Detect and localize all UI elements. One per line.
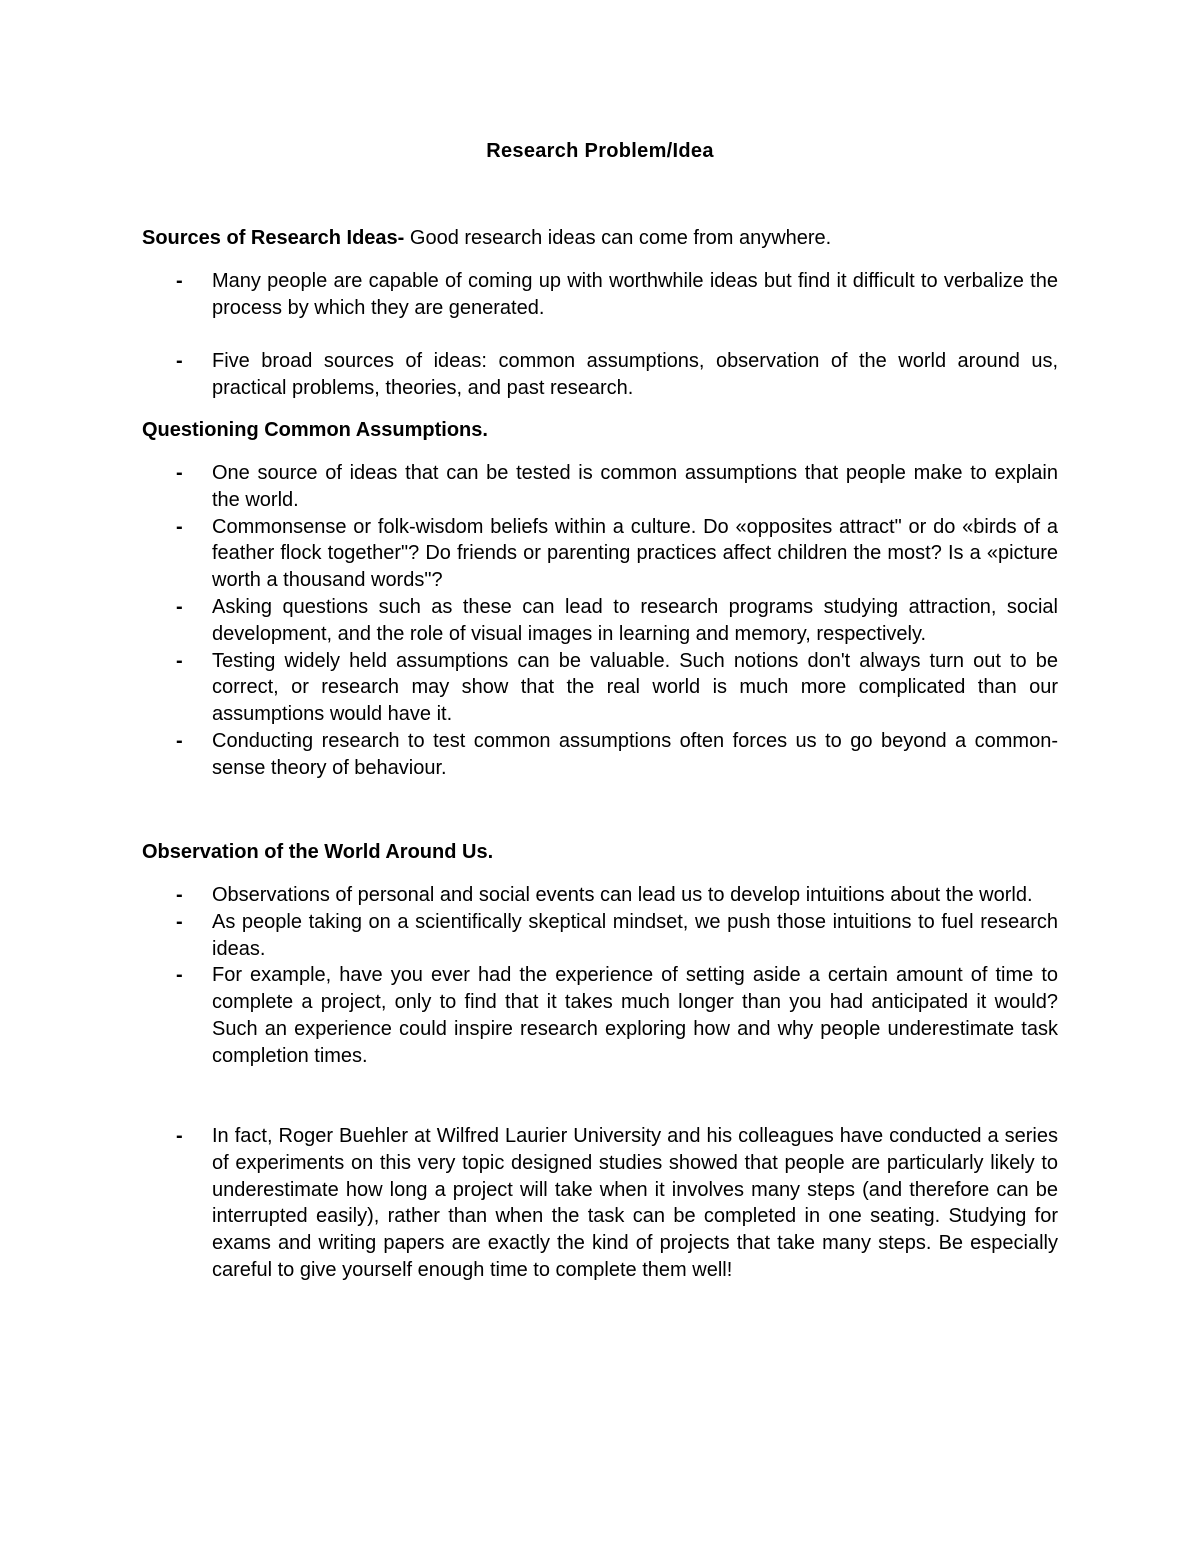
list-item [142, 648, 1058, 728]
sources-list-1 [142, 268, 1058, 322]
list-item [142, 1123, 1058, 1284]
list-item [142, 962, 1058, 1069]
observation-bullet-list [142, 882, 1058, 1070]
sources-bullet-list [142, 268, 1058, 322]
dash-bullet: - [176, 964, 183, 987]
list-item [142, 348, 1058, 402]
dash-bullet: - [176, 462, 183, 484]
observation-section [142, 839, 1058, 866]
sources-list-2 [142, 348, 1058, 402]
list-item-text: Commonsense or folk-wisdom beliefs within a culture. Do «opposites attract" or do «birds of a feather flock together"? Do friends or parenting practices affect children the most? Is a «picture worth a thousand words"? [212, 515, 1058, 592]
list-item-text: Five broad sources of ideas: common assumptions, observation of the world around us, practical problems, theories, and past research. [212, 350, 1058, 399]
list-item-text: Conducting research to test common assumptions often forces us to go beyond a common-sense theory of behaviour. [212, 729, 1058, 779]
list-item [142, 728, 1058, 782]
observation-list-wrap [142, 882, 1058, 1070]
list-item [142, 268, 1058, 322]
observation-bullet-list-2 [142, 1123, 1058, 1284]
assumptions-heading: Questioning Common Assumptions. [142, 419, 488, 441]
dash-bullet: - [176, 515, 183, 538]
dash-bullet: - [176, 649, 183, 672]
list-item-text: Asking questions such as these can lead to research programs studying attraction, social development, and the role of visual images in learning and memory, respectively. [212, 595, 1058, 645]
list-item-text: For example, have you ever had the experience of setting aside a certain amount of time to complete a project, only to find that it takes much longer than you had anticipated it would? Such an experience could inspire research exploring how and why people underestimate task completion times. [212, 964, 1058, 1067]
sources-intro-text: Good research ideas can come from anywhere. [404, 227, 832, 249]
list-item-text: Many people are capable of coming up with worthwhile ideas but find it difficult to verbalize the process by which they are generated. [212, 270, 1058, 319]
dash-bullet: - [176, 910, 183, 933]
list-item [142, 460, 1058, 514]
list-item-text: One source of ideas that can be tested is common assumptions that people make to explain the world. [212, 462, 1058, 511]
sources-lead [142, 225, 1058, 252]
list-item [142, 909, 1058, 963]
list-item-text: Testing widely held assumptions can be valuable. Such notions don't always turn out to be correct, or research may show that the real world is much more complicated than our assumptions would have it. [212, 649, 1058, 726]
sources-section [142, 225, 1058, 252]
dash-bullet: - [176, 270, 183, 292]
dash-bullet: - [176, 350, 183, 372]
assumptions-bullet-list [142, 460, 1058, 782]
sources-heading: Sources of Research Ideas- [142, 227, 405, 249]
list-item [142, 882, 1058, 909]
observation-heading: Observation of the World Around Us. [142, 841, 494, 863]
list-item [142, 514, 1058, 594]
observation-list-wrap-2 [142, 1123, 1058, 1284]
dash-bullet: - [176, 1125, 183, 1147]
dash-bullet: - [176, 729, 183, 752]
assumptions-section [142, 417, 1058, 444]
page-title: Research Problem/Idea [486, 140, 714, 162]
dash-bullet: - [176, 595, 183, 618]
dash-bullet: - [176, 884, 183, 906]
list-item-text: In fact, Roger Buehler at Wilfred Laurier University and his colleagues have conducted a series of experiments on this very topic designed studies showed that people are particularly likely to underestimate how long a project will take when it involves many steps (and therefore can be interrupted easily), rather than when the task can be completed in one seating. Studying for exams and writing papers are exactly the kind of projects that take many steps. Be especially careful to give yourself enough time to complete them well! [212, 1125, 1058, 1281]
assumptions-list-wrap [142, 460, 1058, 782]
sources-bullet-list-2 [142, 348, 1058, 402]
list-item [142, 594, 1058, 648]
list-item-text: As people taking on a scientifically skeptical mindset, we push those intuitions to fuel research ideas. [212, 910, 1058, 960]
list-item-text: Observations of personal and social events can lead us to develop intuitions about the world. [212, 884, 1033, 906]
